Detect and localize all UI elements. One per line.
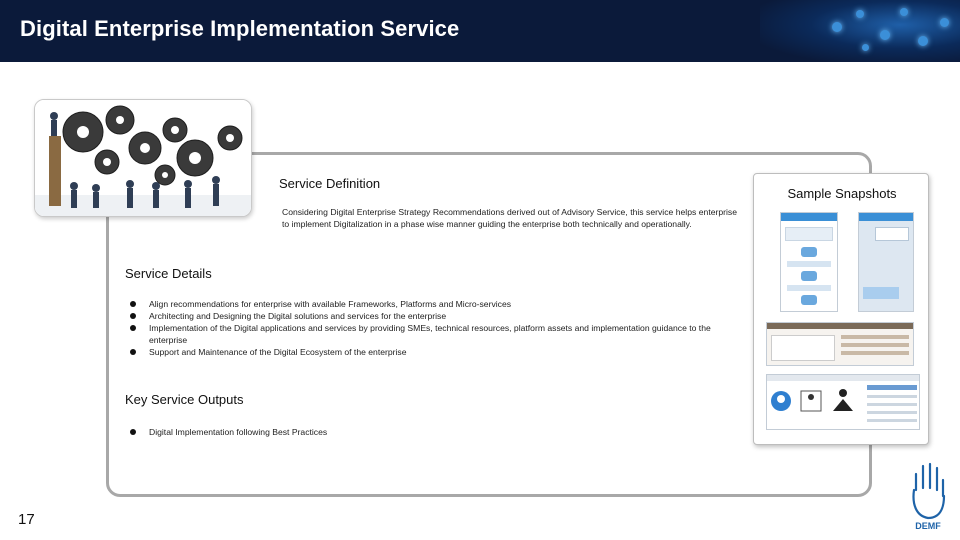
list-item xyxy=(124,322,734,346)
bullet-icon xyxy=(130,429,136,435)
snapshots-heading: Sample Snapshots xyxy=(787,186,897,201)
key-outputs-heading: Key Service Outputs xyxy=(125,392,244,407)
network-node-icon xyxy=(856,10,864,18)
network-node-icon xyxy=(900,8,908,16)
network-node-icon xyxy=(880,30,890,40)
gears-teamwork-icon xyxy=(35,100,252,217)
list-item xyxy=(124,298,734,310)
snapshots-panel xyxy=(753,173,929,445)
snapshot-web-form xyxy=(766,322,914,366)
snapshot-mobile-app xyxy=(780,212,838,312)
key-outputs-list xyxy=(124,426,734,438)
network-node-icon xyxy=(918,36,928,46)
logo-text: DEMF xyxy=(915,521,941,531)
service-details-list xyxy=(124,298,734,358)
list-item-text: Align recommendations for enterprise with available Frameworks, Platforms and Micro-services xyxy=(149,299,512,309)
page-title: Digital Enterprise Implementation Service xyxy=(20,16,460,41)
dashboard-icons xyxy=(767,381,921,431)
page-number: 17 xyxy=(18,511,35,528)
list-item xyxy=(124,310,734,322)
service-details-heading: Service Details xyxy=(125,266,212,281)
service-definition-heading: Service Definition xyxy=(279,176,381,191)
list-item-text: Implementation of the Digital applications and services by providing SMEs, technical resources, platform assets and implementation guidance to the enterprise xyxy=(149,323,711,345)
header-banner xyxy=(0,0,960,62)
bullet-icon xyxy=(130,313,136,319)
snapshot-chat-app xyxy=(858,212,914,312)
list-item xyxy=(124,426,734,438)
network-node-icon xyxy=(940,18,949,27)
network-node-icon xyxy=(832,22,842,32)
service-definition-text: Considering Digital Enterprise Strategy Recommendations derived out of Advisory Service, this service helps enterprise to implement Digitalization in a phase wise manner guiding the enterprise both technically and operationally. xyxy=(282,207,737,230)
list-item-text: Digital Implementation following Best Practices xyxy=(149,427,328,437)
network-node-icon xyxy=(862,44,869,51)
gears-illustration xyxy=(34,99,252,217)
list-item-text: Architecting and Designing the Digital solutions and services for the enterprise xyxy=(149,311,447,321)
bullet-icon xyxy=(130,349,136,355)
bullet-icon xyxy=(130,301,136,307)
bullet-icon xyxy=(130,325,136,331)
snapshot-web-dashboard xyxy=(766,374,920,430)
list-item-text: Support and Maintenance of the Digital Ecosystem of the enterprise xyxy=(149,347,407,357)
list-item xyxy=(124,346,734,358)
